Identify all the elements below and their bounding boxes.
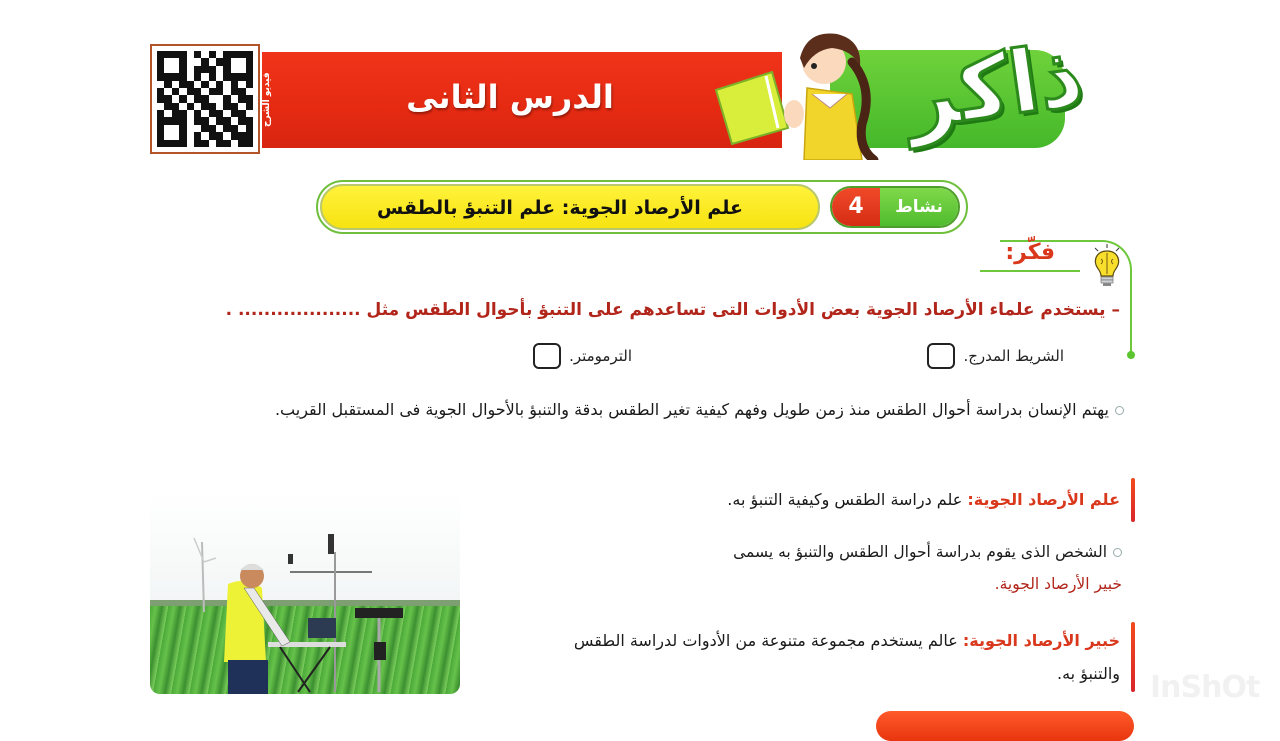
watermark: InShOt [1150,670,1260,705]
brand-logo: ذاكر [899,25,1089,149]
next-section-banner [876,711,1134,741]
think-label: فكّر: [1005,240,1055,265]
activity-badge [830,186,960,228]
definition-accent-bar [1131,622,1135,692]
bullet-icon [1113,548,1122,557]
option-measuring-tape[interactable] [880,341,1064,371]
activity-number: 4 [832,188,880,226]
definition-meteorology [560,484,1120,516]
definition-term: علم الأرصاد الجوية: [967,490,1120,509]
meteorologist-note [560,536,1122,604]
note-highlight: خبير الأرصاد الجوية. [994,575,1122,593]
definition-accent-bar [1131,478,1135,522]
definition-meteorologist [556,624,1120,692]
note-text: الشخص الذى يقوم بدراسة أحوال الطقس والتنبؤ به يسمى [733,543,1107,561]
definition-term: خبير الأرصاد الجوية: [962,631,1120,650]
option-checkbox[interactable] [927,343,955,369]
definition-text: علم دراسة الطقس وكيفية التنبؤ به. [727,490,968,509]
brain-lightbulb-icon [1090,244,1124,288]
think-line-dot [1127,351,1135,359]
option-checkbox[interactable] [533,343,561,369]
girl-reading-illustration [712,28,892,160]
qr-pattern [157,51,253,147]
weather-station-photo [150,492,460,694]
option-label: الترمومتر. [569,347,632,365]
qr-caption: فيديو الشرح [262,72,272,128]
qr-code[interactable] [150,44,260,154]
intro-text: يهتم الإنسان بدراسة أحوال الطقس منذ زمن طويل وفهم كيفية تغير الطقس بدقة والتنبؤ بالأحوال الجوية فى المستقبل القريب. [274,400,1109,419]
lesson-title: الدرس الثانى [406,78,614,116]
think-question: – يستخدم علماء الأرصاد الجوية بعض الأدوات التى تساعدهم على التنبؤ بأحوال الطقس مثل ................... . [225,300,1120,320]
activity-label: نشاط [880,188,958,226]
definition-text: عالم يستخدم مجموعة متنوعة من الأدوات لدراسة الطقس والتنبؤ به. [573,631,1120,683]
option-thermometer[interactable] [500,341,632,371]
option-label: الشريط المدرج. [963,347,1064,365]
activity-title: علم الأرصاد الجوية: علم التنبؤ بالطقس [377,197,743,219]
bullet-icon [1115,406,1124,415]
intro-paragraph [148,394,1124,458]
